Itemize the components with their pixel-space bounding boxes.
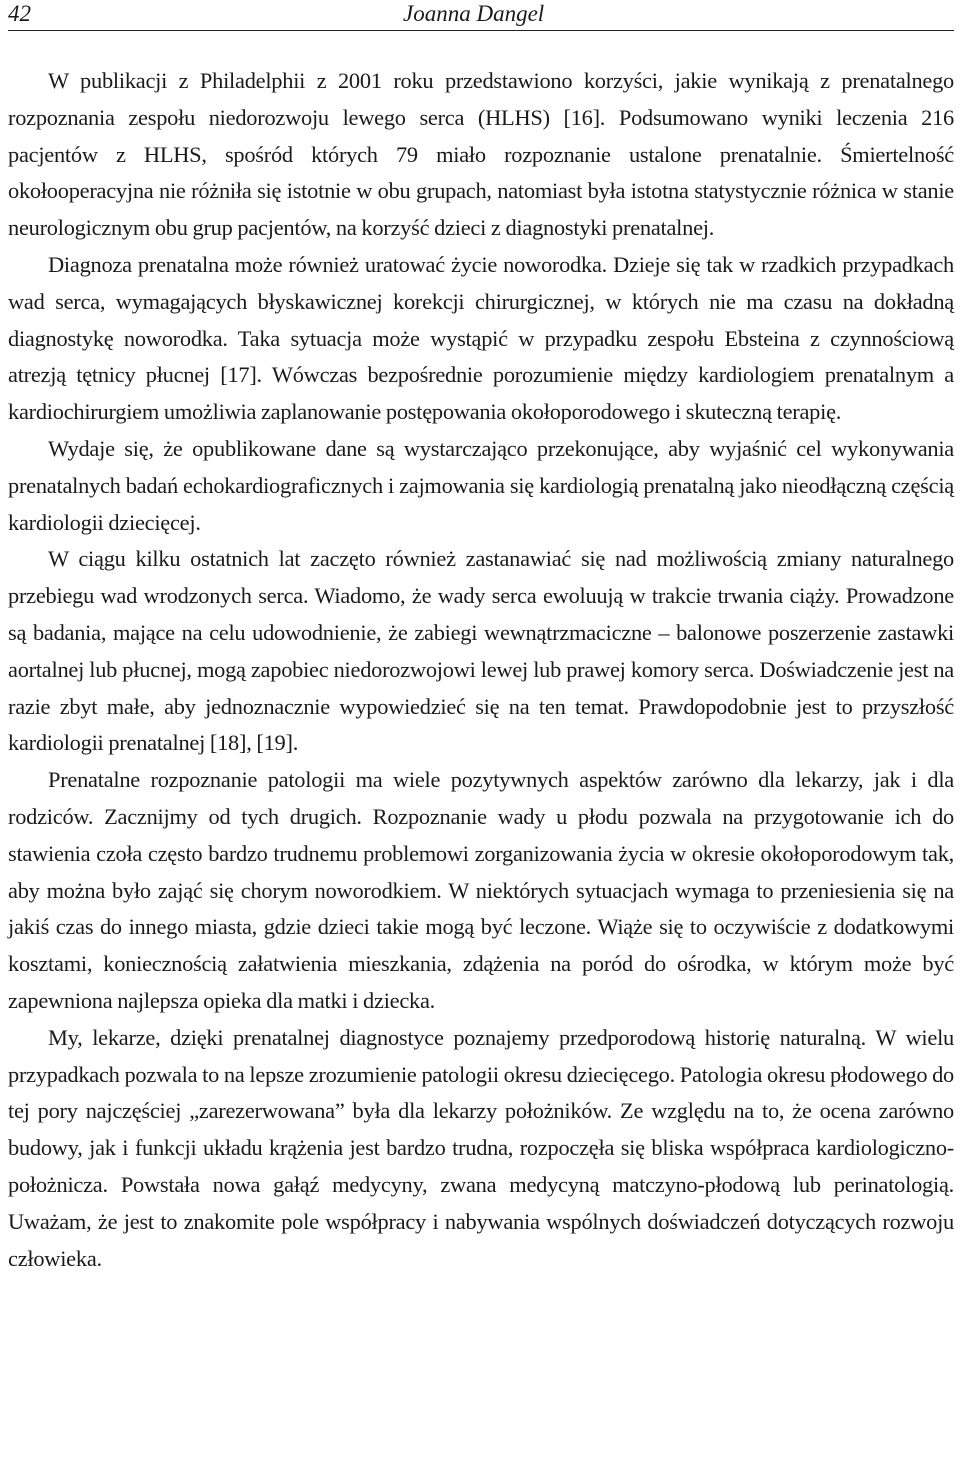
paragraph-hlhs-study: W publikacji z Philadelphii z 2001 roku przedstawiono korzyści, jakie wynikają z prenatalnego rozpoznania zespołu niedorozwoju lewego serca (HLHS) [16]. Podsumowano wyniki leczenia 216 pacjentów z HLHS, spośród których 79 miało rozpoznanie ustalone prenatalnie. Śmiertelność okołooperacyjna nie różniła się istotnie w obu grupach, natomiast była istotna statystycznie różnica w stanie neurologicznym obu grup pacjentów, na korzyść dzieci z diagnostyki prenatalnej. [8,68,954,241]
paragraph-prenatal-diagnosis-saves-life: Diagnoza prenatalna może również uratować życie noworodka. Dzieje się tak w rzadkich przypadkach wad serca, wymagających błyskawicznej korekcji chirurgicznej, w których nie ma czasu na dokładną diagnostykę noworodka. Taka sytuacja może wystąpić w przypadku zespołu Ebsteina z czynnościową atrezją tętnicy płucnej [17]. Wówczas bezpośrednie porozumienie między kardiologiem prenatalnym a kardiochirurgiem umożliwia zaplanowanie postępowania okołoporodowego i skuteczną terapię. [8,251,954,425]
body-text [8,63,954,1277]
document-page [8,0,954,1277]
paragraph-intrauterine-procedures: W ciągu kilku ostatnich lat zaczęto również zastanawiać się nad możliwością zmiany naturalnego przebiegu wad wrodzonych serca. Wiadomo, że wady serca ewoluują w trakcie trwania ciąży. Prowadzone są badania, mające na celu udowodnienie, że zabiegi wewnątrzmaciczne – balonowe poszerzenie zastawki aortalnej lub płucnej, mogą zapobiec niedorozwojowi lewej lub prawej komory serca. Doświadczenie jest na razie zbyt małe, aby jednoznacznie wypowiedzieć się na ten temat. Prawdopodobnie jest to przyszłość kardiologii prenatalnej [18], [19]. [8,546,954,756]
paragraph-purpose-of-echocardiography: Wydaje się, że opublikowane dane są wystarczająco przekonujące, aby wyjaśnić cel wykonywania prenatalnych badań echokardiograficznych i zajmowania się kardiologią prenatalną jako nieodłączną częścią kardiologii dziecięcej. [8,435,954,535]
running-header [8,0,954,31]
paragraph-benefits-for-doctors: My, lekarze, dzięki prenatalnej diagnostyce poznajemy przedporodową historię naturalną. W wielu przypadkach pozwala to na lepsze zrozumienie patologii okresu dziecięcego. Patologia okresu płodowego do tej pory najczęściej „zarezerwowana” była dla lekarzy położników. Ze względu na to, że ocena zarówno budowy, jak i funkcji układu krążenia jest bardzo trudna, rozpoczęła się bliska współpraca kardiologiczno-położnicza. Powstała nowa gałąź medycyny, zwana medycyną matczyno-płodową lub perinatologią. Uważam, że jest to znakomite pole współpracy i nabywania wspólnych doświadczeń dotyczących rozwoju człowieka. [8,1024,955,1271]
header-author: Joanna Dangel [403,1,545,26]
page-number: 42 [8,1,31,26]
paragraph-benefits-for-parents: Prenatalne rozpoznanie patologii ma wiele pozytywnych aspektów zarówno dla lekarzy, jak i dla rodziców. Zacznijmy od tych drugich. Rozpoznanie wady u płodu pozwala na przygotowanie ich do stawienia czoła często bardzo trudnemu problemowi zorganizowania życia w okresie okołoporodowym tak, aby można było zająć się chorym noworodkiem. W niektórych sytuacjach wymaga to przeniesienia się na jakiś czas do innego miasta, gdzie dzieci takie mogą być leczone. Wiąże się to oczywiście z dodatkowymi kosztami, koniecznością załatwienia mieszkania, zdążenia na poród do ośrodka, w którym może być zapewniona najlepsza opieka dla matki i dziecka. [8,767,954,1013]
